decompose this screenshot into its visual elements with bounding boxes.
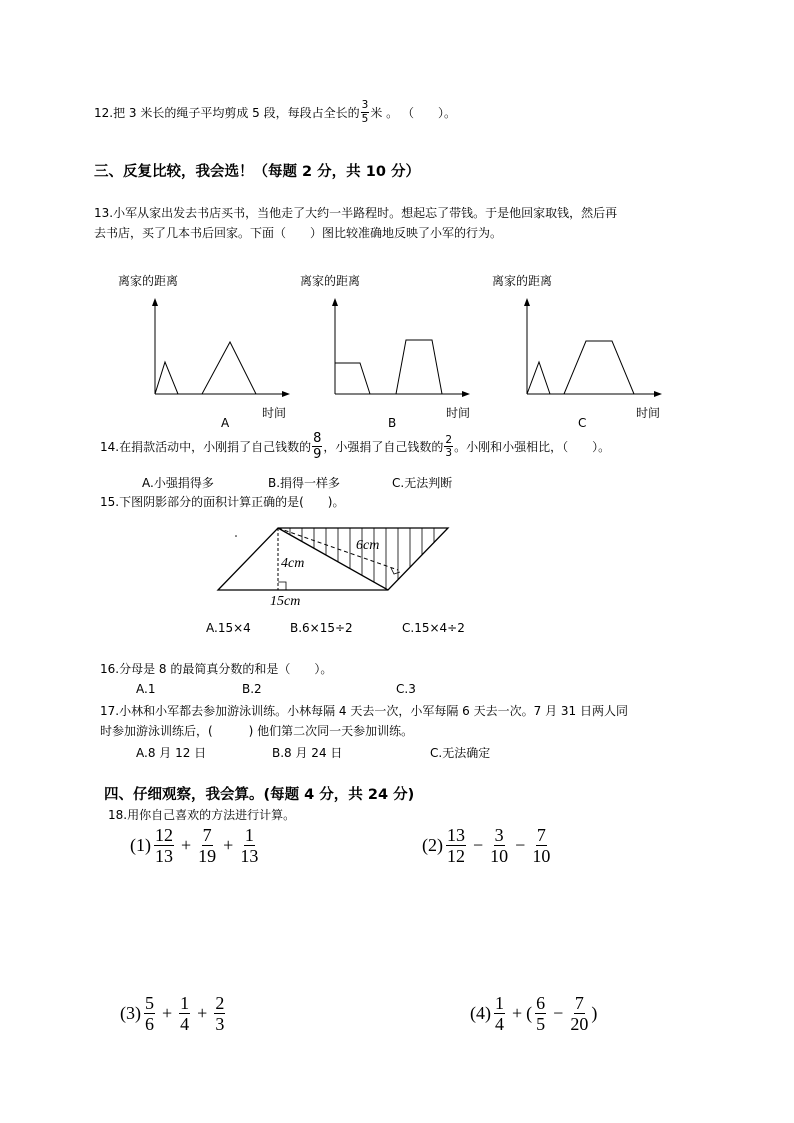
expr3-frac-b [179, 994, 190, 1033]
expr3-a-num: 5 [145, 993, 154, 1013]
expression-1 [130, 826, 261, 865]
graph-a-xlabel: 时间 [262, 406, 287, 420]
expression-3 [120, 994, 228, 1033]
expr1-b-den: 19 [198, 846, 217, 866]
expr3-c-den: 3 [215, 1014, 225, 1034]
expr3-op1: + [162, 1003, 173, 1023]
q13-line1: 13.小军从家出发去书店买书，当他走了大约一半路程时。想起忘了带钱。于是他回家取钱，然后再 [94, 206, 618, 220]
graph-b [320, 290, 480, 400]
expr1-frac-b [198, 826, 216, 865]
expr4-paren-open: ( [526, 1003, 533, 1023]
q14-text2: ，小强捐了自己钱数的 [323, 440, 444, 454]
q15-text: 15.下图阴影部分的面积计算正确的是( )。 [100, 495, 345, 509]
q14-text3: 。小刚和小强相比，（ ）。 [454, 440, 611, 454]
graph-b-letter: B [388, 416, 397, 430]
expr3-a-den: 6 [145, 1014, 154, 1034]
expr3-b-num: 1 [180, 993, 190, 1013]
expr2-frac-c [532, 826, 550, 865]
q15-label-4cm: 4cm [281, 556, 305, 571]
expr3-label: (3) [120, 1003, 141, 1023]
expr3-frac-c [214, 994, 225, 1033]
graph-c-letter: C [578, 416, 587, 430]
expr4-frac-b [535, 994, 546, 1033]
expr2-label: (2) [422, 835, 443, 855]
expr4-paren-close: ) [591, 1003, 598, 1023]
expr1-frac-c [240, 826, 258, 865]
expr4-a-den: 4 [495, 1014, 504, 1034]
q14-fraction-2 [444, 435, 453, 459]
expression-2 [422, 826, 553, 865]
expr4-label: (4) [470, 1003, 491, 1023]
q16-option-c: C.3 [396, 682, 416, 696]
q14-option-c: C.无法判断 [392, 476, 453, 490]
q12-fraction [361, 100, 370, 124]
expr2-c-den: 10 [532, 846, 551, 866]
expr4-c-den: 20 [570, 1014, 589, 1034]
expr2-b-den: 10 [490, 846, 509, 866]
graph-c-ylabel: 离家的距离 [492, 274, 553, 288]
expression-4 [470, 994, 597, 1033]
graph-a [140, 290, 300, 400]
expr1-op2: + [223, 835, 234, 855]
q14-fraction-1 [312, 432, 322, 461]
q15-option-b: B.6×15÷2 [290, 621, 353, 635]
expr2-c-num: 7 [536, 825, 546, 845]
expr4-b-num: 6 [536, 993, 546, 1013]
q15-label-6cm: 6cm [356, 538, 380, 553]
expr4-op2: − [553, 1003, 564, 1023]
question-12 [94, 100, 456, 124]
q14-text1: 14.在捐款活动中，小刚捐了自己钱数的 [100, 440, 312, 454]
expr2-a-num: 13 [447, 825, 465, 845]
expr3-op2: + [197, 1003, 208, 1023]
expr1-b-num: 7 [202, 825, 212, 845]
q17-option-a: A.8 月 12 日 [136, 746, 207, 760]
q14-f2-num: 2 [445, 433, 453, 446]
q17-line1: 17.小林和小军都去参加游泳训练。小林每隔 4 天去一次，小军每隔 6 天去一次。7 月 31 日两人同 [100, 704, 628, 718]
section-4-title: 四、仔细观察，我会算。(每题 4 分，共 24 分) [104, 787, 415, 803]
q16-option-b: B.2 [242, 682, 262, 696]
q14-f1-num: 8 [313, 431, 322, 446]
expr2-a-den: 12 [447, 846, 465, 866]
q15-label-15cm: 15cm [270, 594, 301, 609]
q12-frac-num: 3 [361, 99, 369, 111]
q17-option-b: B.8 月 24 日 [272, 746, 343, 760]
expr4-a-num: 1 [495, 993, 504, 1013]
q12-frac-den: 5 [361, 112, 369, 125]
q12-text-after: 米 。 （ ）。 [370, 105, 456, 120]
expr2-frac-b [490, 826, 508, 865]
expr3-frac-a [144, 994, 155, 1033]
q17-line2: 时参加游泳训练后，( ) 他们第二次同一天参加训练。 [100, 724, 414, 738]
expr4-b-den: 5 [536, 1014, 546, 1034]
graph-a-letter: A [221, 416, 230, 430]
expr4-frac-a [494, 994, 505, 1033]
section-3-title: 三、反复比较，我会选！（每题 2 分，共 10 分） [94, 164, 420, 180]
expr1-a-num: 12 [155, 825, 173, 845]
expr1-c-den: 13 [240, 846, 259, 866]
graph-a-ylabel: 离家的距离 [118, 274, 179, 288]
q15-option-c: C.15×4÷2 [402, 621, 465, 635]
expr1-frac-a [154, 826, 174, 865]
expr2-b-num: 3 [494, 825, 504, 845]
expr1-a-den: 13 [155, 846, 173, 866]
question-14 [100, 432, 610, 461]
expr4-c-num: 7 [574, 993, 584, 1013]
q16-option-a: A.1 [136, 682, 156, 696]
q14-f2-den: 3 [445, 447, 453, 459]
graph-c-xlabel: 时间 [636, 406, 661, 420]
expr2-frac-a [446, 826, 466, 865]
q17-option-c: C.无法确定 [430, 746, 491, 760]
expr1-c-num: 1 [244, 825, 254, 845]
expr4-frac-c [570, 994, 588, 1033]
q15-figure [210, 518, 460, 618]
q15-option-a: A.15×4 [206, 621, 251, 635]
expr1-label: (1) [130, 835, 151, 855]
graph-b-xlabel: 时间 [446, 406, 471, 420]
graph-b-ylabel: 离家的距离 [300, 274, 361, 288]
expr3-b-den: 4 [180, 1014, 190, 1034]
expr2-op1: − [473, 835, 484, 855]
expr2-op2: − [515, 835, 526, 855]
q14-option-b: B.捐得一样多 [268, 476, 341, 490]
q14-f1-den: 9 [313, 447, 322, 462]
graph-c [512, 290, 672, 400]
expr4-op1: + [512, 1003, 523, 1023]
q12-text-before: 12.把 3 米长的绳子平均剪成 5 段，每段占全长的 [94, 105, 360, 120]
q18-text: 18.用你自己喜欢的方法进行计算。 [108, 808, 296, 822]
q16-text: 16.分母是 8 的最简真分数的和是（ ）。 [100, 662, 333, 676]
q13-line2: 去书店，买了几本书后回家。下面（ ）图比较准确地反映了小军的行为。 [94, 226, 503, 240]
expr1-op1: + [181, 835, 192, 855]
expr3-c-num: 2 [215, 993, 225, 1013]
q14-option-a: A.小强捐得多 [142, 476, 214, 490]
